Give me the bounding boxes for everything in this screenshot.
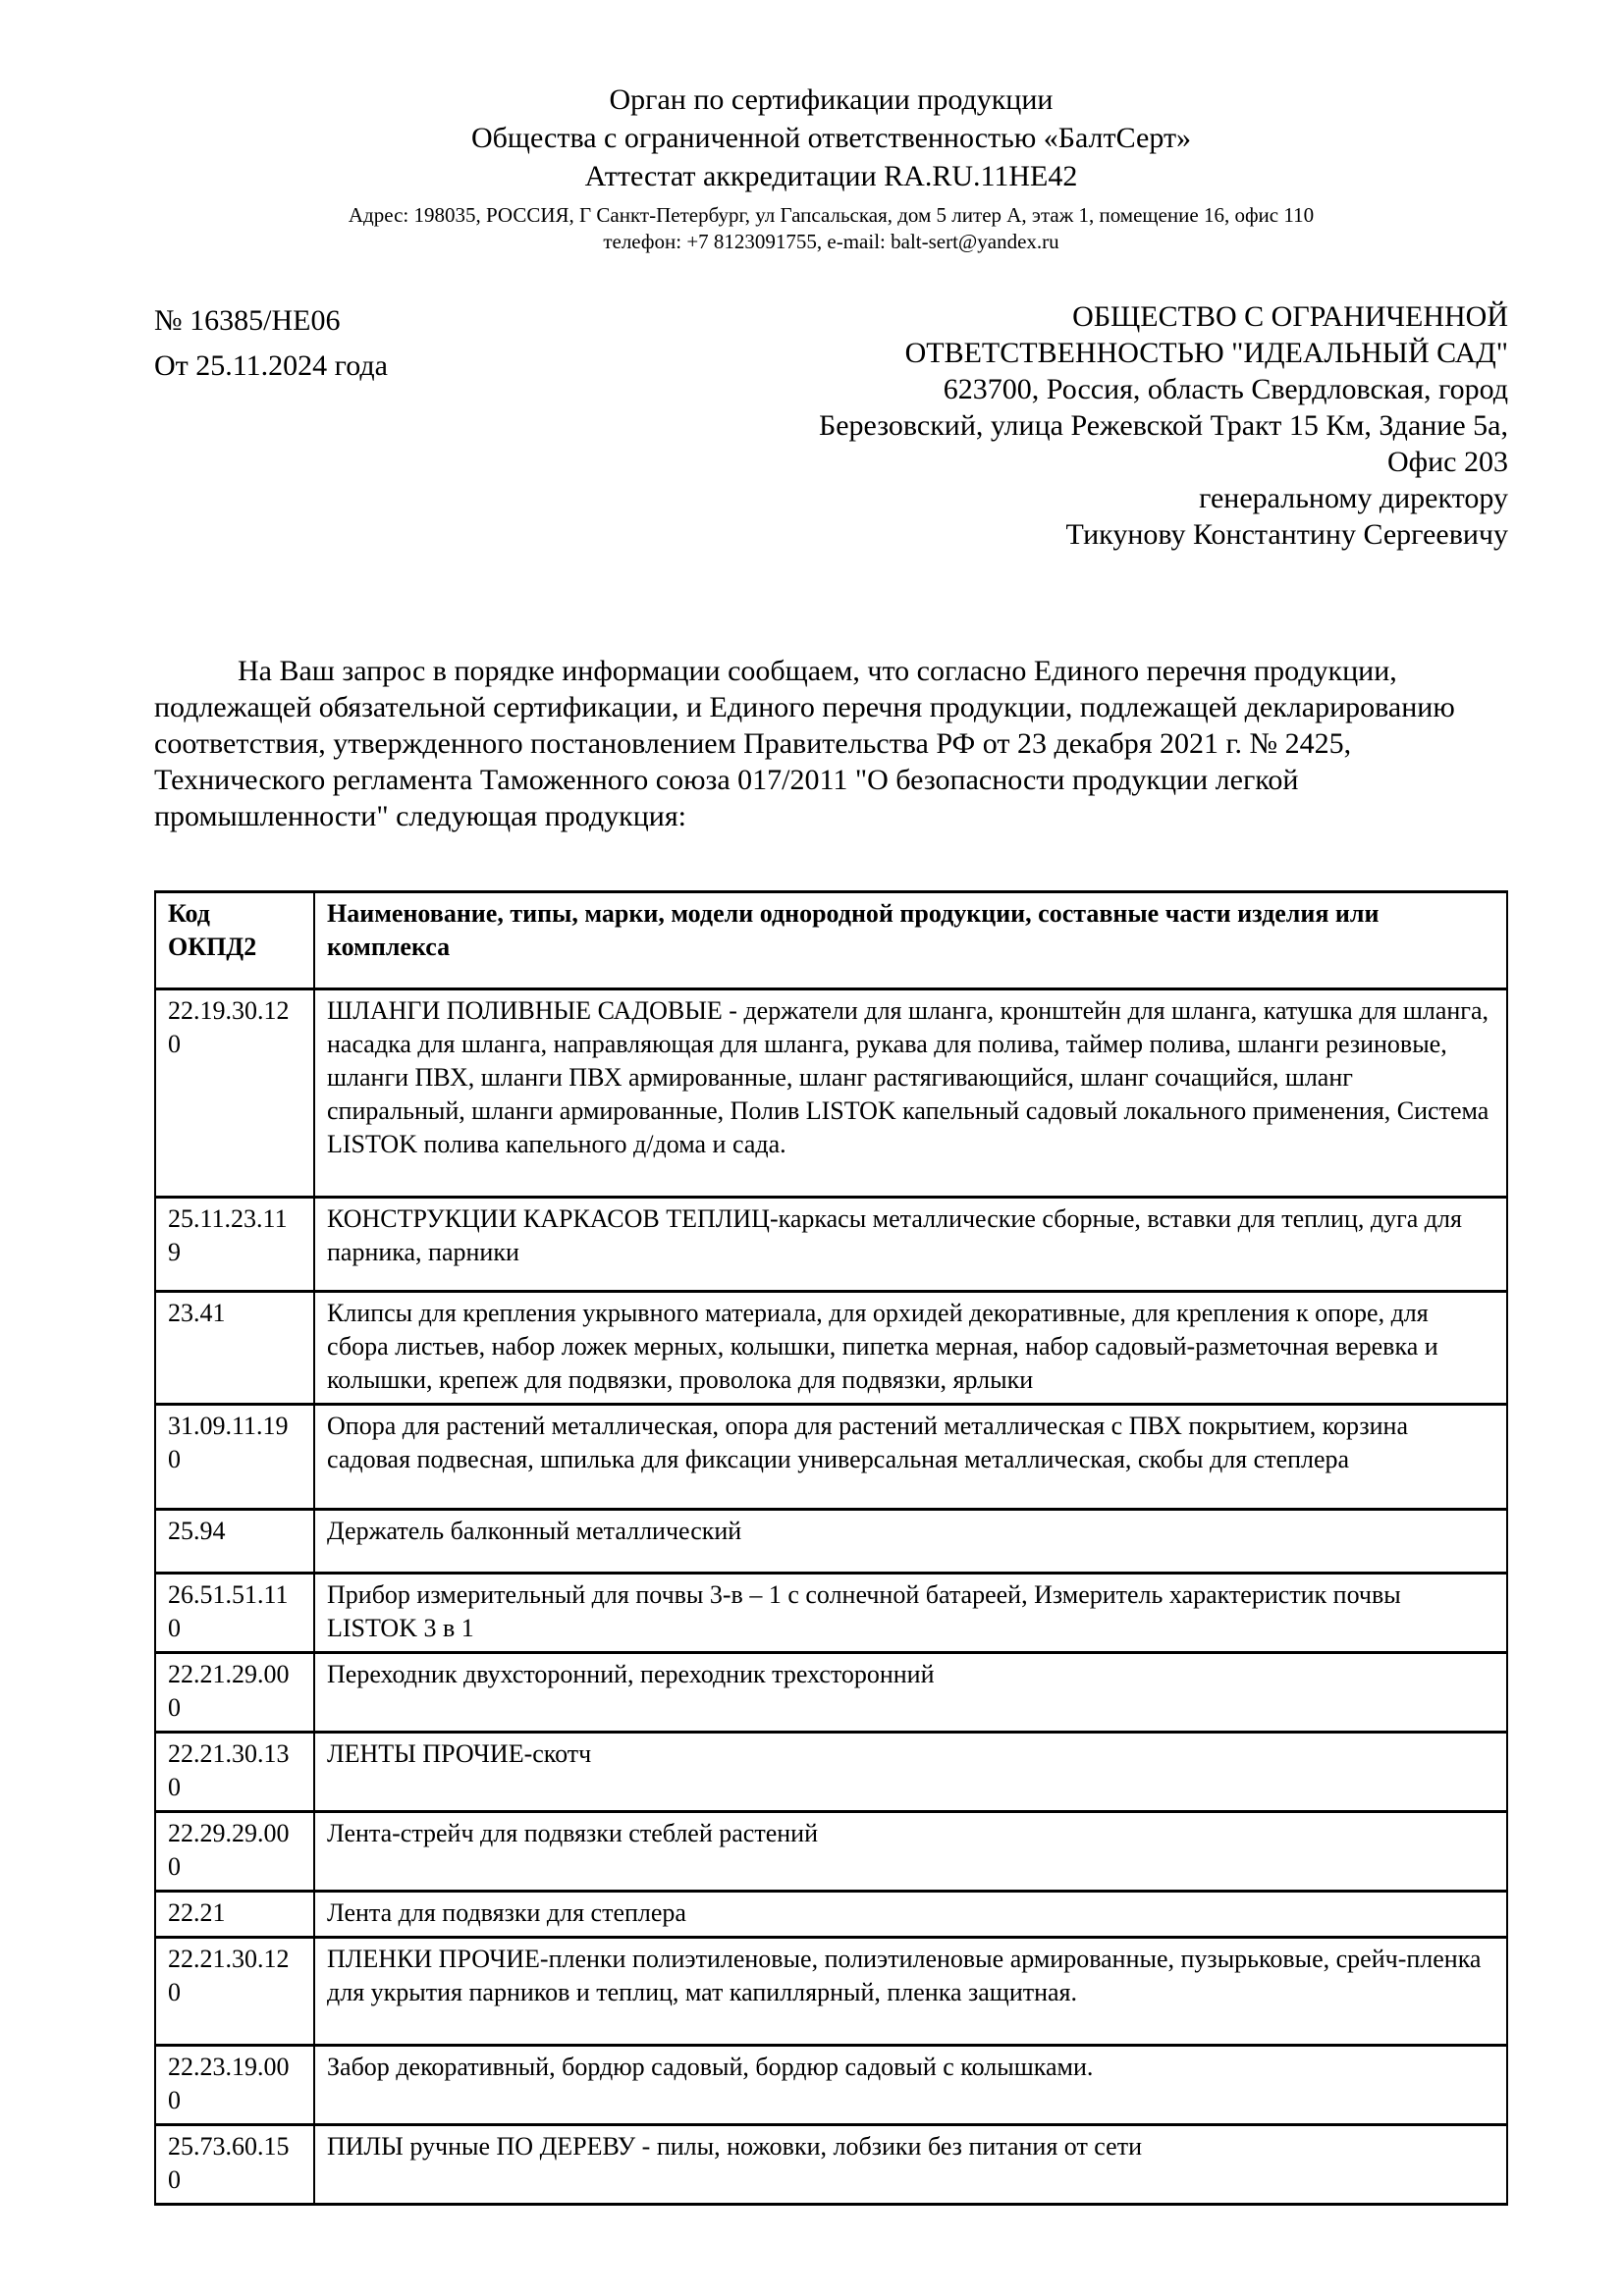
product-table-body — [155, 989, 1507, 2205]
table-row — [155, 1812, 1507, 1892]
product-description-cell: ПЛЕНКИ ПРОЧИЕ-пленки полиэтиленовые, полиэтиленовые армированные, пузырьковые, срейч-пленка для укрытия парников и теплиц, мат капиллярный, пленка защитная. — [314, 1938, 1507, 2046]
product-description-cell: Переходник двухсторонний, переходник трехсторонний — [314, 1653, 1507, 1733]
recipient-line: генеральному директору — [1199, 482, 1508, 514]
product-description-cell: ЛЕНТЫ ПРОЧИЕ-скотч — [314, 1733, 1507, 1812]
product-description-cell: Лента для подвязки для степлера — [314, 1892, 1507, 1938]
product-table — [154, 890, 1508, 2206]
okpd2-code-cell: 25.11.23.119 — [155, 1198, 314, 1292]
table-row — [155, 1653, 1507, 1733]
table-row — [155, 1198, 1507, 1292]
table-row — [155, 1574, 1507, 1653]
correspondence-header — [154, 298, 1508, 553]
product-description-cell: Опора для растений металлическая, опора для растений металлическая с ПВХ покрытием, корзина садовая подвесная, шпилька для фиксации универсальная металлическая, скобы для степлера — [314, 1405, 1507, 1510]
okpd2-code-cell: 22.21.30.130 — [155, 1733, 314, 1812]
table-row — [155, 2125, 1507, 2205]
recipient-line: Березовский, улица Режевской Тракт 15 Км, Здание 5а, — [818, 409, 1508, 442]
okpd2-code-cell: 25.94 — [155, 1510, 314, 1574]
accreditation-number: Аттестат аккредитации RA.RU.11HE42 — [584, 160, 1078, 192]
recipient-line: 623700, Россия, область Свердловская, город — [943, 373, 1508, 405]
product-description-cell: ШЛАНГИ ПОЛИВНЫЕ САДОВЫЕ - держатели для шланга, кронштейн для шланга, катушка для шланга, насадка для шланга, направляющая для шланга, рукава для полива, таймер полива, шланги резиновые, шланги ПВХ, шланги ПВХ армированные, шланг растягивающийся, шланг сочащийся, шланг спиральный, шланги армированные, Полив LISTOK капельный садовый локального применения, Система LISTOK полива капельного д/дома и сада. — [314, 989, 1507, 1198]
product-description-cell: Прибор измерительный для почвы 3-в – 1 с солнечной батареей, Измеритель характеристик почвы LISTOK 3 в 1 — [314, 1574, 1507, 1653]
okpd2-code-cell: 22.29.29.000 — [155, 1812, 314, 1892]
product-description-cell: Лента-стрейч для подвязки стеблей растений — [314, 1812, 1507, 1892]
okpd2-code-cell: 26.51.51.110 — [155, 1574, 314, 1653]
okpd2-code-cell: 31.09.11.190 — [155, 1405, 314, 1510]
product-description-cell: ПИЛЫ ручные ПО ДЕРЕВУ - пилы, ножовки, лобзики без питания от сети — [314, 2125, 1507, 2205]
table-row — [155, 1892, 1507, 1938]
product-description-cell: Клипсы для крепления укрывного материала, для орхидей декоративные, для крепления к опоре, для сбора листьев, набор ложек мерных, колышки, пипетка мерная, набор садовый-разметочная веревка и колышки, крепеж для подвязки, проволока для подвязки, ярлыки — [314, 1292, 1507, 1405]
org-contacts: телефон: +7 8123091755, e-mail: balt-sert@yandex.ru — [603, 230, 1059, 253]
product-description-cell: Держатель балконный металлический — [314, 1510, 1507, 1574]
recipient-block — [819, 298, 1508, 553]
product-description-cell: КОНСТРУКЦИИ КАРКАСОВ ТЕПЛИЦ-каркасы металлические сборные, вставки для теплиц, дуга для парника, парники — [314, 1198, 1507, 1292]
okpd2-code-cell: 22.23.19.000 — [155, 2046, 314, 2125]
letter-number: № 16385/НЕ06 — [154, 304, 341, 337]
recipient-line: Офис 203 — [1387, 446, 1508, 478]
okpd2-code-cell: 22.21.30.120 — [155, 1938, 314, 2046]
table-header-row — [155, 892, 1507, 989]
table-row — [155, 989, 1507, 1198]
org-address: Адрес: 198035, РОССИЯ, Г Санкт-Петербург, ул Гапсальская, дом 5 литер А, этаж 1, помещение 16, офис 110 — [348, 203, 1315, 227]
org-title-line1: Орган по сертификации продукции — [609, 83, 1054, 116]
okpd2-column-header: Код ОКПД2 — [155, 892, 314, 989]
table-row — [155, 1405, 1507, 1510]
table-row — [155, 1292, 1507, 1405]
table-row — [155, 1510, 1507, 1574]
okpd2-code-cell: 22.19.30.120 — [155, 989, 314, 1198]
okpd2-code-cell: 22.21 — [155, 1892, 314, 1938]
recipient-line: Тикунову Константину Сергеевичу — [1065, 518, 1508, 551]
table-row — [155, 1733, 1507, 1812]
okpd2-code-cell: 25.73.60.150 — [155, 2125, 314, 2205]
recipient-line: ОБЩЕСТВО С ОГРАНИЧЕННОЙ — [1072, 300, 1508, 333]
body-paragraph: На Ваш запрос в порядке информации сообщаем, что согласно Единого перечня продукции, подлежащей обязательной сертификации, и Единого перечня продукции, подлежащей декларированию соответствия, утвержденного постановлением Правительства РФ от 23 декабря 2021 г. № 2425, Технического регламента Таможенного союза 017/2011 "О безопасности продукции легкой промышленности" следующая продукция: — [154, 655, 1455, 832]
letterhead — [154, 80, 1508, 255]
org-title-line2: Общества с ограниченной ответственностью «БалтСерт» — [470, 122, 1192, 154]
product-description-cell: Забор декоративный, бордюр садовый, бордюр садовый с колышками. — [314, 2046, 1507, 2125]
table-row — [155, 1938, 1507, 2046]
okpd2-code-cell: 23.41 — [155, 1292, 314, 1405]
document-content — [154, 80, 1508, 2206]
product-name-column-header: Наименование, типы, марки, модели однородной продукции, составные части изделия или комплекса — [314, 892, 1507, 989]
okpd2-code-cell: 22.21.29.000 — [155, 1653, 314, 1733]
recipient-line: ОТВЕТСТВЕННОСТЬЮ "ИДЕАЛЬНЫЙ САД" — [904, 337, 1508, 369]
table-row — [155, 2046, 1507, 2125]
letter-date: От 25.11.2024 года — [154, 349, 388, 382]
reference-block — [154, 298, 388, 389]
